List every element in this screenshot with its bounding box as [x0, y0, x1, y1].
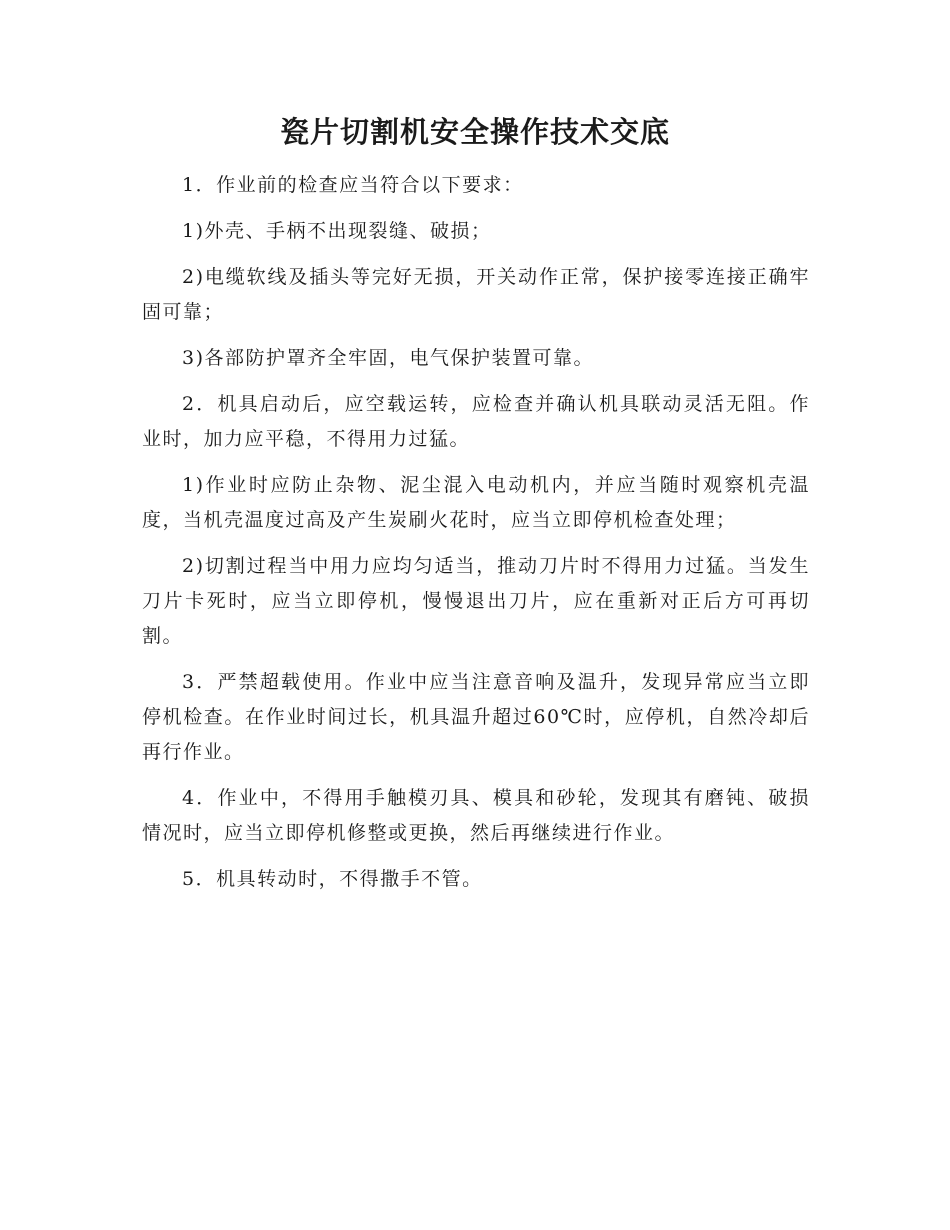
- paragraph-inspection-requirements: 1．作业前的检查应当符合以下要求：: [182, 174, 524, 196]
- paragraph-tool-contact: 4．作业中，不得用手触模刃具、模具和砂轮，发现其有磨钝、破损情况时，应当立即停机修整或更换，然后再继续进行作业。: [142, 787, 810, 844]
- paragraph-rotation: 5．机具转动时，不得撒手不管。: [182, 868, 483, 890]
- paragraph-debris-temperature: 1)作业时应防止杂物、泥尘混入电动机内，并应当随时观察机壳温度，当机壳温度过高及产生炭刷火花时，应当立即停机检查处理；: [142, 474, 810, 531]
- paragraph-startup: 2．机具启动后，应空载运转，应检查并确认机具联动灵活无阻。作业时，加力应平稳，不得用力过猛。: [142, 393, 810, 450]
- paragraph-guards: 3)各部防护罩齐全牢固，电气保护装置可靠。: [182, 347, 595, 369]
- document-title: 瓷片切割机安全操作技术交底: [279, 115, 670, 149]
- document-body: [142, 168, 810, 908]
- paragraph-cable-plug: 2)电缆软线及插头等完好无损，开关动作正常，保护接零连接正确牢固可靠；: [142, 266, 810, 323]
- paragraph-housing-handle: 1)外壳、手柄不出现裂缝、破损；: [182, 220, 492, 242]
- paragraph-overload: 3．严禁超载使用。作业中应当注意音响及温升，发现异常应当立即停机检查。在作业时间过长，机具温升超过60℃时，应停机，自然冷却后再行作业。: [142, 671, 810, 763]
- paragraph-cutting-force: 2)切割过程当中用力应均匀适当，推动刀片时不得用力过猛。当发生刀片卡死时，应当立即停机，慢慢退出刀片，应在重新对正后方可再切割。: [142, 555, 810, 647]
